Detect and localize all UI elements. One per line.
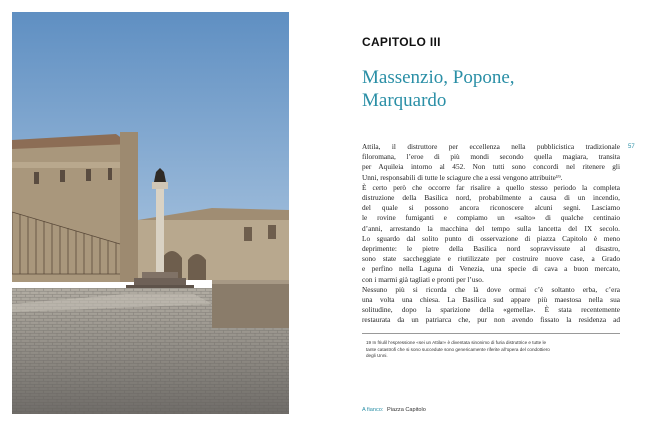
- chapter-title: [362, 66, 622, 112]
- chapter-title-line: Marquardo: [362, 90, 447, 111]
- caption-text: Piazza Capitolo: [387, 407, 426, 413]
- body-line: Nessuno più si ricorda che là dove ormai c’è soltanto erba, c’era: [362, 284, 620, 294]
- body-line: Lo sguardo dal solito punto di osservazione di piazza Capitolo è meno: [362, 233, 620, 243]
- body-line: deprimente: le pietre della Basilica nord sopravvissute al disastro,: [362, 244, 620, 254]
- footnote-line: 19 In friulil l’espressione «sei un Attila!» è diventata sinonimo di furia distruttrice e tutte le: [366, 340, 547, 345]
- body-line: una volta una chiesa. La Basilica sud appare più maestosa nella sua: [362, 295, 620, 305]
- caption-prefix: A fianco:: [362, 407, 384, 413]
- footnote-divider: [362, 333, 620, 334]
- low-wall: [212, 280, 289, 328]
- footnote: [366, 340, 620, 360]
- piazza-capitolo-photo: [12, 12, 289, 414]
- body-line: con i marmi già tagliati e pronti per l’uso.: [362, 274, 484, 284]
- body-line: per Aquileia intorno al 452. Non tutti sono concordi nel ritenere gli: [362, 162, 620, 172]
- body-line: d’anni, arrestando la macchina del tempo sulla lancetta del IX secolo.: [362, 223, 620, 233]
- campanile: [120, 132, 138, 282]
- body-line: le rovine fumiganti e compiamo un «salto» di qualche centinaio: [362, 213, 620, 223]
- body-line: È certo però che occorre far risalire a quello stesso periodo la completa: [362, 182, 620, 192]
- body-text: [362, 142, 620, 326]
- footnote-line: degli Unni.: [366, 353, 388, 359]
- body-line: solitudine, dopo la sparizione della «gemella». È stata recentemente: [362, 305, 620, 315]
- page-number: 57: [628, 144, 635, 150]
- chapter-label: CAPITOLO III: [362, 35, 441, 49]
- body-line: del quale si possono ancora riconoscere alcuni segni. Lasciamo: [362, 203, 620, 213]
- body-line: filoromana, l’eroe di più mondi secondo quella magiara, transita: [362, 152, 620, 162]
- body-line: sono state saccheggiate e riutilizzate per costruire nuove case, a Grado: [362, 254, 620, 264]
- body-line: e perfino nella Laguna di Venezia, una specie di cava a buon mercato,: [362, 264, 620, 274]
- body-line: Unni, responsabili di tutte le sciagure che a essi vengono attribuite¹⁹.: [362, 172, 563, 182]
- footnote-line: tante catastrofi che si sono succedute sono genericamente riferite all’opera del condottiero: [366, 346, 550, 352]
- chapter-title-line: Massenzio, Popone,: [362, 67, 515, 88]
- body-line: distruzione della Basilica nord, probabilmente a causa di un incendio,: [362, 193, 620, 203]
- body-line: Attila, il distruttore per eccellenza nella pubblicistica tradizionale: [362, 142, 620, 151]
- basilica-building: [12, 138, 130, 282]
- body-line: restaurata da un patriarca che, pur non avendo fissato la residenza ad: [362, 315, 620, 325]
- column: [156, 188, 164, 274]
- photo-caption: [362, 407, 426, 413]
